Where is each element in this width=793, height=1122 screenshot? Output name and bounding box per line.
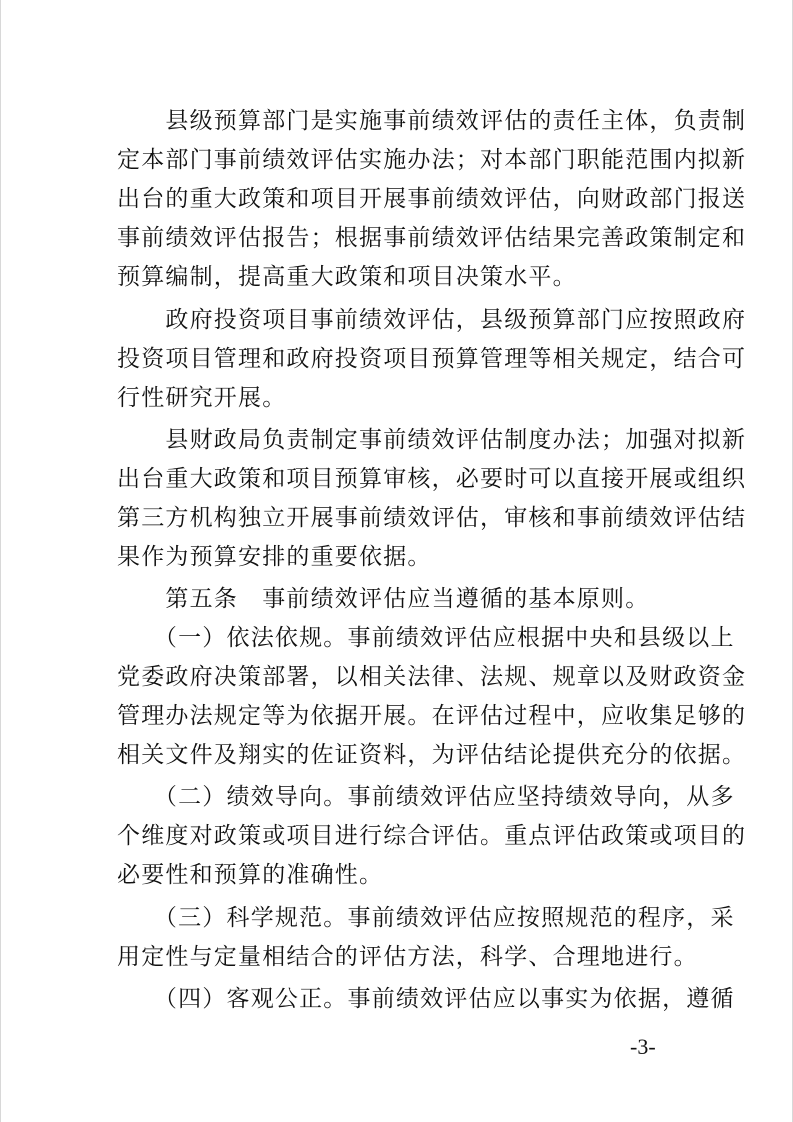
body-text-line: （三）科学规范。事前绩效评估应按照规范的程序，采 <box>117 905 735 931</box>
body-text-line: 个维度对政策或项目进行综合评估。重点评估政策或项目的 <box>117 823 747 849</box>
body-text-line: 定本部门事前绩效评估实施办法；对本部门职能范围内拟新 <box>117 147 747 173</box>
body-text-line: 党委政府决策部署，以相关法律、法规、规章以及财政资金 <box>117 664 747 690</box>
body-text-line: （一）依法依规。事前绩效评估应根据中央和县级以上 <box>117 625 735 651</box>
body-text-line: （四）客观公正。事前绩效评估应以事实为依据，遵循 <box>117 986 735 1012</box>
body-text-line: 出台的重大政策和项目开展事前绩效评估，向财政部门报送 <box>117 186 747 212</box>
body-text-line: 出台重大政策和项目预算审核，必要时可以直接开展或组织 <box>117 466 747 492</box>
body-text-line: 果作为预算安排的重要依据。 <box>117 544 432 570</box>
body-text-line: 必要性和预算的准确性。 <box>117 862 384 888</box>
body-text-line: 预算编制，提高重大政策和项目决策水平。 <box>117 264 577 290</box>
body-text-line: 县级预算部门是实施事前绩效评估的责任主体，负责制 <box>117 108 747 134</box>
body-text-line: 事前绩效评估报告；根据事前绩效评估结果完善政策制定和 <box>117 225 747 251</box>
body-text-line: 相关文件及翔实的佐证资料，为评估结论提供充分的依据。 <box>117 742 747 768</box>
body-text-line: 用定性与定量相结合的评估方法，科学、合理地进行。 <box>117 944 698 970</box>
page-number: -3- <box>630 1034 656 1059</box>
body-text-line: 行性研究开展。 <box>117 385 287 411</box>
body-text-line: 管理办法规定等为依据开展。在评估过程中，应收集足够的 <box>117 703 747 729</box>
body-text-line: 县财政局负责制定事前绩效评估制度办法；加强对拟新 <box>117 427 747 453</box>
body-text-line: 投资项目管理和政府投资项目预算管理等相关规定，结合可 <box>117 346 747 372</box>
body-text-line: 第三方机构独立开展事前绩效评估，审核和事前绩效评估结 <box>117 505 747 531</box>
body-text-line: （二）绩效导向。事前绩效评估应坚持绩效导向，从多 <box>117 784 735 810</box>
article-heading: 第五条 事前绩效评估应当遵循的基本原则。 <box>117 586 650 612</box>
body-text-line: 政府投资项目事前绩效评估，县级预算部门应按照政府 <box>117 307 747 333</box>
